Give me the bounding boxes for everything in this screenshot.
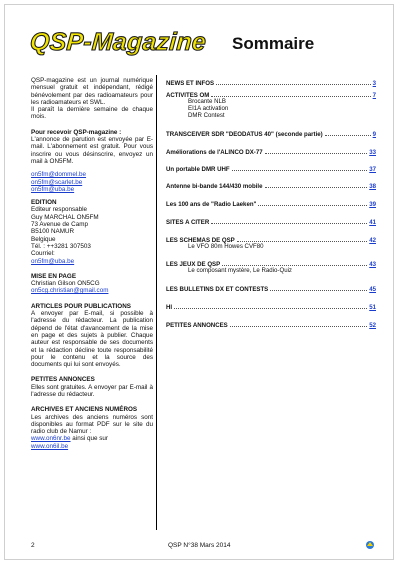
- toc-entry[interactable]: [166, 219, 376, 226]
- edition-heading: EDITION: [31, 199, 57, 207]
- edition-line: Courriel:: [31, 250, 55, 258]
- toc-entry[interactable]: [166, 322, 376, 329]
- toc-leader-dots: [270, 290, 367, 291]
- archives-link-on6il[interactable]: www.on6il.be: [31, 442, 69, 450]
- toc-entry[interactable]: [166, 131, 376, 138]
- email-link-uba[interactable]: on5fm@uba.be: [31, 185, 75, 193]
- toc-page-link[interactable]: 33: [369, 149, 376, 156]
- table-of-contents: [166, 80, 376, 330]
- info-column: [31, 77, 153, 450]
- edition-line: Guy MARCHAL ON5FM: [31, 213, 99, 221]
- edition-line: Belgique: [31, 235, 56, 243]
- toc-leader-dots: [230, 326, 367, 327]
- toc-entry[interactable]: [166, 286, 376, 293]
- toc-entry-title: LES JEUX DE QSP: [166, 261, 221, 269]
- toc-leader-dots: [265, 187, 368, 188]
- toc-entry-title: LES SCHEMAS DE QSP: [166, 237, 235, 245]
- toc-subentry: EI1A activation: [188, 105, 229, 113]
- toc-page-link[interactable]: 45: [369, 286, 376, 294]
- ham-radio-logo-icon: [365, 540, 375, 550]
- toc-entry-title: Antenne bi-bande 144/430 mobile: [166, 183, 263, 191]
- toc-entry[interactable]: [166, 149, 376, 156]
- articles-heading: ARTICLES POUR PUBLICATIONS: [31, 302, 131, 310]
- toc-entry-title: PETITES ANNONCES: [166, 322, 228, 330]
- edition-line: Tél. : ++3281 307503: [31, 242, 91, 250]
- toc-leader-dots: [258, 205, 367, 206]
- toc-leader-dots: [325, 135, 371, 136]
- column-divider: [156, 75, 157, 530]
- toc-entry[interactable]: [166, 92, 376, 99]
- receive-heading: Pour recevoir QSP-magazine :: [31, 128, 122, 136]
- toc-page-link[interactable]: 51: [369, 304, 376, 312]
- archives-mid-text: ainsi que sur: [70, 435, 109, 443]
- page-title: Sommaire: [232, 34, 315, 53]
- toc-entry[interactable]: [166, 183, 376, 190]
- toc-leader-dots: [232, 170, 368, 171]
- articles-text: A envoyer par E-mail, si possible à l'adresse du rédacteur. La publication dépend de l'état d'avancement de la mise en page et des sujets à publier. Chaque auteur est responsable de ses documents et la rédaction décline toute responsabilité pour le contenu et la source des documents qui lui sont envoyés.: [31, 310, 153, 369]
- toc-leader-dots: [211, 96, 370, 97]
- toc-page-link[interactable]: 52: [369, 322, 376, 330]
- intro-text-2: Il paraît la dernière semaine de chaque mois.: [31, 106, 153, 121]
- toc-leader-dots: [211, 223, 367, 224]
- toc-subentry: Le composant mystère, Le Radio-Quiz: [188, 267, 292, 275]
- magazine-logo: QSP-Magazine: [29, 28, 208, 56]
- page-number: 2: [31, 542, 35, 549]
- ads-text: Elles sont gratuites. A envoyer par E-mail à l'adresse du rédacteur.: [31, 383, 153, 398]
- toc-entry-title: TRANSCEIVER SDR "DEODATUS 40" (seconde partie): [166, 130, 323, 138]
- issue-label: QSP N°38 Mars 2014: [168, 542, 231, 549]
- toc-entry-title: HI: [166, 304, 173, 312]
- toc-page-link[interactable]: 41: [369, 218, 376, 226]
- edition-line: 73 Avenue de Camp: [31, 221, 88, 229]
- toc-entry-title: SITES A CITER: [166, 218, 210, 226]
- toc-leader-dots: [222, 265, 367, 266]
- toc-entry-title: NEWS ET INFOS: [166, 80, 215, 87]
- ads-heading: PETITES ANNONCES: [31, 376, 95, 384]
- toc-page-link[interactable]: 7: [372, 92, 376, 100]
- toc-page-link[interactable]: 9: [372, 130, 376, 138]
- toc-subentry: Le VFO 80m Howes CVF80: [188, 243, 264, 251]
- toc-subentry: Brocante NLB: [188, 98, 226, 106]
- toc-page-link[interactable]: 38: [369, 183, 376, 191]
- intro-text: QSP-magazine est un journal numérique mensuel gratuit et indépendant, rédigé bénévolement par des radioamateurs pour les radioamateurs et SWL.: [31, 77, 153, 106]
- toc-page-link[interactable]: 43: [369, 261, 376, 269]
- email-link-dommel[interactable]: on5fm@dommel.be: [31, 171, 87, 179]
- archives-heading: ARCHIVES ET ANCIENS NUMÉROS: [31, 406, 138, 414]
- toc-page-link[interactable]: 42: [369, 237, 376, 245]
- toc-entry-title: Améliorations de l'ALINCO DX-77: [166, 149, 263, 156]
- toc-page-link[interactable]: 39: [369, 200, 376, 208]
- toc-leader-dots: [237, 241, 367, 242]
- toc-page-link[interactable]: 37: [369, 166, 376, 174]
- email-link-scarlet[interactable]: on5fm@scarlet.be: [31, 178, 83, 186]
- layout-heading: MISE EN PAGE: [31, 272, 77, 280]
- receive-text: L'annonce de parution est envoyée par E-mail. L'abonnement est gratuit. Pour vous inscrire ou vous désinscrire, envoyez un mail à ON5FM.: [31, 136, 153, 165]
- toc-entry-title: Un portable DMR UHF: [166, 166, 230, 174]
- toc-entry-title: ACTIVITES OM: [166, 92, 210, 100]
- edition-line: B5100 NAMUR: [31, 228, 75, 236]
- toc-entry[interactable]: [166, 80, 376, 87]
- archives-link-on6nr[interactable]: www.on6nr.be: [31, 435, 71, 443]
- toc-entry[interactable]: [166, 237, 376, 244]
- edition-email-link[interactable]: on5fm@uba.be: [31, 257, 75, 265]
- toc-entry[interactable]: [166, 304, 376, 311]
- toc-page-link[interactable]: 3: [372, 80, 376, 87]
- edition-line: Editeur responsable: [31, 206, 88, 214]
- toc-entry-title: LES BULLETINS DX ET CONTESTS: [166, 286, 269, 294]
- archives-text: Les archives des anciens numéros sont disponibles au format PDF sur le site du radio club de Namur :: [31, 413, 153, 436]
- layout-name: Christian Gilson ON5CG: [31, 280, 100, 288]
- toc-entry-title: Les 100 ans de "Radio Laeken": [166, 200, 257, 208]
- toc-entry[interactable]: [166, 201, 376, 208]
- toc-leader-dots: [174, 308, 367, 309]
- toc-leader-dots: [216, 84, 371, 85]
- toc-subentry: DMR Contest: [188, 112, 225, 119]
- layout-email-link[interactable]: on5cg.christian@gmail.com: [31, 287, 109, 295]
- toc-entry[interactable]: [166, 166, 376, 173]
- toc-leader-dots: [265, 153, 368, 154]
- page-header: [30, 28, 380, 62]
- toc-entry[interactable]: [166, 261, 376, 268]
